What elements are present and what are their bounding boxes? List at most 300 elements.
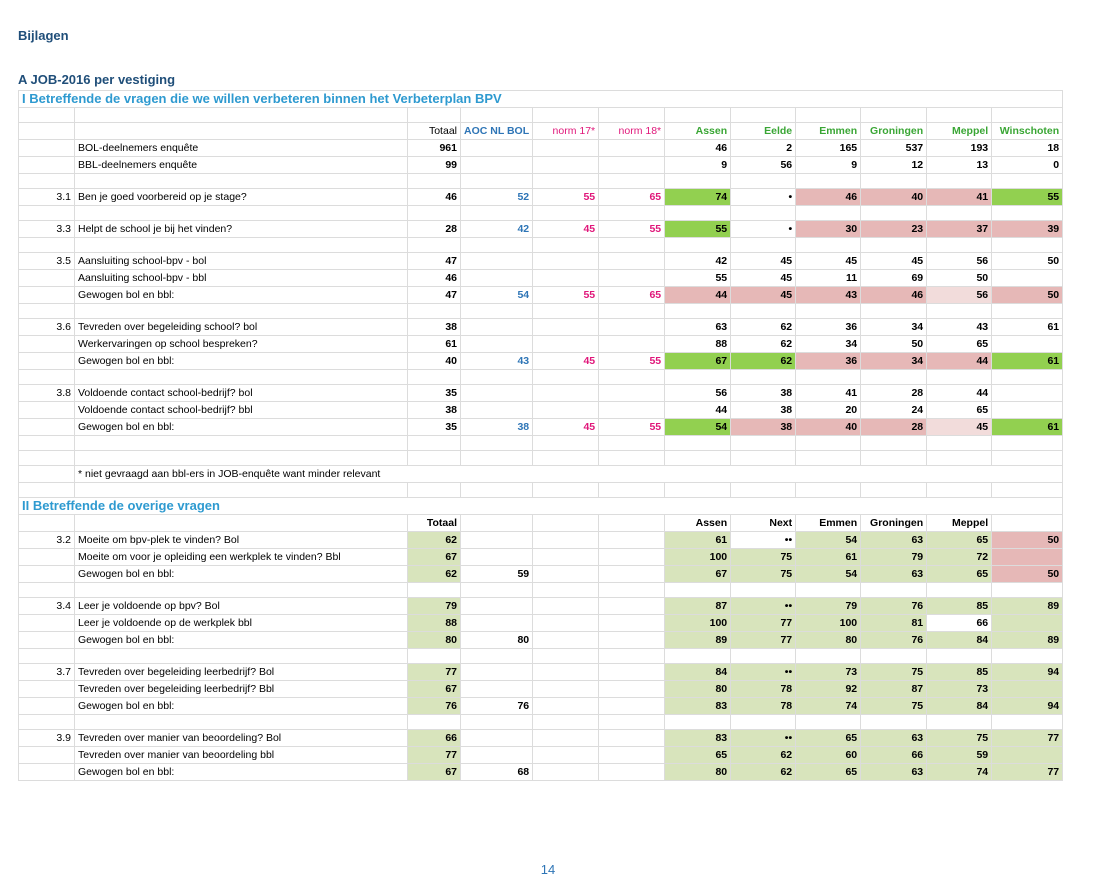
table-row [19,681,1063,698]
value-cell [533,698,599,715]
value-cell [599,157,665,174]
value-cell: 55 [533,189,599,206]
table-row [19,140,1063,157]
value-cell: •• [731,730,796,747]
value-cell: 78 [731,698,796,715]
value-cell: 37 [927,221,992,238]
value-cell: 67 [408,549,461,566]
row-label: Voldoende contact school-bedrijf? bol [75,385,408,402]
value-cell: 9 [796,157,861,174]
value-cell: 66 [927,615,992,632]
value-cell: 55 [665,270,731,287]
row-label: Gewogen bol en bbl: [75,566,408,583]
row-index: 3.5 [19,253,75,270]
table-row [19,615,1063,632]
table-row [19,549,1063,566]
value-cell: 63 [861,730,927,747]
value-cell: 43 [461,353,533,370]
row-label: Aansluiting school-bpv - bol [75,253,408,270]
value-cell [461,730,533,747]
value-cell: •• [731,664,796,681]
value-cell: 66 [861,747,927,764]
table-row [19,157,1063,174]
value-cell [533,532,599,549]
value-cell [461,385,533,402]
value-cell: 84 [927,698,992,715]
col-header: Emmen [796,123,861,140]
value-cell [992,385,1063,402]
value-cell [533,319,599,336]
value-cell: 84 [927,632,992,649]
value-cell: 77 [731,615,796,632]
value-cell [599,615,665,632]
row-label: BBL-deelnemers enquête [75,157,408,174]
value-cell: 38 [408,402,461,419]
value-cell: 56 [927,253,992,270]
value-cell: 89 [665,632,731,649]
value-cell: 67 [408,681,461,698]
value-cell [992,747,1063,764]
value-cell: 80 [796,632,861,649]
value-cell: 77 [992,730,1063,747]
value-cell [992,402,1063,419]
value-cell: 38 [408,319,461,336]
value-cell: 56 [927,287,992,304]
value-cell [533,681,599,698]
value-cell: 50 [992,566,1063,583]
value-cell: 80 [665,764,731,781]
row-label: Tevreden over manier van beoordeling bbl [75,747,408,764]
col-header: Meppel [927,515,992,532]
value-cell [599,270,665,287]
value-cell: 67 [408,764,461,781]
value-cell: 55 [599,353,665,370]
value-cell [461,402,533,419]
table-row [19,419,1063,436]
value-cell: 75 [927,730,992,747]
table-row [19,566,1063,583]
value-cell: 35 [408,385,461,402]
footnote: * niet gevraagd aan bbl-ers in JOB-enquête want minder relevant [75,466,1063,483]
value-cell: 85 [927,598,992,615]
value-cell: 44 [927,353,992,370]
row-label: Ben je goed voorbereid op je stage? [75,189,408,206]
value-cell: 62 [731,764,796,781]
value-cell: 43 [796,287,861,304]
table-row [19,319,1063,336]
value-cell: 87 [861,681,927,698]
value-cell: 63 [861,764,927,781]
value-cell: 99 [408,157,461,174]
value-cell: 65 [927,566,992,583]
value-cell: •• [731,598,796,615]
value-cell: 46 [408,189,461,206]
table-row [19,385,1063,402]
value-cell: 537 [861,140,927,157]
row-label: Werkervaringen op school bespreken? [75,336,408,353]
value-cell: 55 [599,221,665,238]
value-cell: 23 [861,221,927,238]
row-index [19,270,75,287]
value-cell: 38 [731,402,796,419]
row-index: 3.9 [19,730,75,747]
row-label: Gewogen bol en bbl: [75,353,408,370]
value-cell: 84 [665,664,731,681]
value-cell: 52 [461,189,533,206]
value-cell [533,730,599,747]
section1-title: I Betreffende de vragen die we willen verbeteren binnen het Verbeterplan BPV [19,91,1063,108]
page-subheading: A JOB-2016 per vestiging [18,72,176,87]
value-cell: 46 [796,189,861,206]
value-cell: 43 [927,319,992,336]
value-cell: 62 [731,319,796,336]
row-label: Moeite om voor je opleiding een werkplek te vinden? Bbl [75,549,408,566]
value-cell: 961 [408,140,461,157]
value-cell: 28 [861,419,927,436]
col-header: Totaal [408,515,461,532]
row-index: 3.3 [19,221,75,238]
value-cell: 50 [992,287,1063,304]
value-cell: 87 [665,598,731,615]
value-cell: 65 [927,402,992,419]
col-header: Next [731,515,796,532]
value-cell: 46 [665,140,731,157]
row-index [19,287,75,304]
value-cell: 38 [461,419,533,436]
row-label: Moeite om bpv-plek te vinden? Bol [75,532,408,549]
value-cell: 61 [992,353,1063,370]
value-cell: 45 [927,419,992,436]
row-index [19,140,75,157]
value-cell: 61 [992,419,1063,436]
value-cell [599,730,665,747]
col-header: AOC NL BOL [461,123,533,140]
row-index [19,764,75,781]
value-cell: 28 [408,221,461,238]
row-label: Gewogen bol en bbl: [75,698,408,715]
value-cell: 45 [796,253,861,270]
table-row [19,221,1063,238]
value-cell: 67 [665,566,731,583]
value-cell: 73 [796,664,861,681]
value-cell: 76 [861,598,927,615]
value-cell: 65 [796,730,861,747]
table-row [19,270,1063,287]
value-cell: 75 [731,549,796,566]
value-cell: 72 [927,549,992,566]
row-index: 3.6 [19,319,75,336]
value-cell: 75 [861,664,927,681]
value-cell [461,681,533,698]
value-cell [533,140,599,157]
row-index [19,336,75,353]
row-index: 3.2 [19,532,75,549]
value-cell: 78 [731,681,796,698]
value-cell: 63 [861,532,927,549]
value-cell: 12 [861,157,927,174]
value-cell: 0 [992,157,1063,174]
value-cell: 65 [665,747,731,764]
table-row [19,764,1063,781]
value-cell: 193 [927,140,992,157]
col-header: Assen [665,123,731,140]
value-cell: 100 [665,549,731,566]
value-cell: 24 [861,402,927,419]
value-cell: 41 [927,189,992,206]
value-cell: 68 [461,764,533,781]
value-cell [599,664,665,681]
value-cell: 36 [796,353,861,370]
value-cell: 88 [408,615,461,632]
value-cell: 46 [861,287,927,304]
table-row [19,336,1063,353]
value-cell: 65 [927,336,992,353]
value-cell: 50 [861,336,927,353]
value-cell: 67 [665,353,731,370]
value-cell: 79 [861,549,927,566]
value-cell: 34 [796,336,861,353]
value-cell [461,615,533,632]
value-cell: 62 [408,532,461,549]
data-table [18,90,1063,781]
value-cell [461,336,533,353]
table-row [19,189,1063,206]
value-cell: 55 [599,419,665,436]
value-cell [533,598,599,615]
value-cell: 74 [665,189,731,206]
value-cell: 92 [796,681,861,698]
value-cell: 38 [731,385,796,402]
table-row [19,287,1063,304]
row-label: BOL-deelnemers enquête [75,140,408,157]
value-cell: 40 [796,419,861,436]
col-header: Groningen [861,515,927,532]
row-label: Tevreden over manier van beoordeling? Bol [75,730,408,747]
value-cell [599,385,665,402]
value-cell: 44 [665,402,731,419]
value-cell: 54 [665,419,731,436]
value-cell: 55 [665,221,731,238]
value-cell [461,157,533,174]
value-cell: 61 [665,532,731,549]
value-cell [992,681,1063,698]
value-cell: 40 [861,189,927,206]
value-cell: 94 [992,664,1063,681]
value-cell [599,549,665,566]
value-cell: 45 [533,353,599,370]
value-cell: 61 [408,336,461,353]
value-cell [533,632,599,649]
value-cell: 83 [665,730,731,747]
value-cell: 54 [796,566,861,583]
value-cell [461,549,533,566]
value-cell [461,532,533,549]
row-index [19,615,75,632]
value-cell [992,549,1063,566]
value-cell: 62 [731,747,796,764]
value-cell: 65 [599,189,665,206]
value-cell: 50 [992,532,1063,549]
row-label: Aansluiting school-bpv - bbl [75,270,408,287]
value-cell [533,402,599,419]
value-cell [461,664,533,681]
row-label: Gewogen bol en bbl: [75,287,408,304]
value-cell: 59 [927,747,992,764]
value-cell: 56 [665,385,731,402]
value-cell: 74 [796,698,861,715]
page-number: 14 [540,862,556,877]
value-cell [599,532,665,549]
value-cell: 79 [408,598,461,615]
row-index [19,402,75,419]
value-cell [599,632,665,649]
row-index [19,157,75,174]
value-cell: 44 [927,385,992,402]
row-index [19,632,75,649]
section1-header-row [19,123,1063,140]
col-header: norm 17* [533,123,599,140]
row-index [19,566,75,583]
value-cell: 65 [599,287,665,304]
value-cell [461,319,533,336]
value-cell: 66 [408,730,461,747]
value-cell: 76 [861,632,927,649]
value-cell: 55 [533,287,599,304]
col-header: Winschoten [992,123,1063,140]
value-cell: 77 [992,764,1063,781]
value-cell: 34 [861,353,927,370]
value-cell: 54 [461,287,533,304]
value-cell: 40 [408,353,461,370]
value-cell: 65 [927,532,992,549]
value-cell: 165 [796,140,861,157]
value-cell: 42 [665,253,731,270]
row-index [19,419,75,436]
value-cell: 56 [731,157,796,174]
value-cell: 13 [927,157,992,174]
table-row [19,598,1063,615]
value-cell [599,566,665,583]
value-cell: 80 [461,632,533,649]
value-cell: 44 [665,287,731,304]
table-row [19,664,1063,681]
row-index: 3.1 [19,189,75,206]
value-cell: 74 [927,764,992,781]
col-header: Assen [665,515,731,532]
row-index: 3.7 [19,664,75,681]
value-cell: 65 [796,764,861,781]
value-cell: 45 [731,253,796,270]
value-cell: 20 [796,402,861,419]
table-row [19,353,1063,370]
value-cell: 28 [861,385,927,402]
value-cell [599,698,665,715]
row-index [19,549,75,566]
row-label: Leer je voldoende op de werkplek bbl [75,615,408,632]
value-cell [992,270,1063,287]
value-cell: 34 [861,319,927,336]
value-cell: 55 [992,189,1063,206]
value-cell [599,336,665,353]
value-cell: 47 [408,287,461,304]
value-cell: 89 [992,632,1063,649]
value-cell: 79 [796,598,861,615]
value-cell: 45 [731,270,796,287]
row-label: Gewogen bol en bbl: [75,764,408,781]
row-label: Gewogen bol en bbl: [75,419,408,436]
value-cell: 80 [408,632,461,649]
value-cell [533,385,599,402]
value-cell: 38 [731,419,796,436]
row-index [19,698,75,715]
value-cell: 81 [861,615,927,632]
value-cell: 83 [665,698,731,715]
value-cell: 45 [861,253,927,270]
value-cell: 47 [408,253,461,270]
value-cell [533,747,599,764]
row-label: Voldoende contact school-bedrijf? bbl [75,402,408,419]
value-cell: 45 [533,419,599,436]
table-row [19,532,1063,549]
value-cell [533,336,599,353]
value-cell [533,157,599,174]
section2-header-row [19,515,1063,532]
value-cell: 89 [992,598,1063,615]
table-row [19,730,1063,747]
value-cell: 76 [408,698,461,715]
value-cell [461,270,533,287]
value-cell: 75 [861,698,927,715]
value-cell: 60 [796,747,861,764]
value-cell [533,549,599,566]
value-cell: 77 [408,664,461,681]
value-cell: 100 [665,615,731,632]
value-cell [992,336,1063,353]
value-cell [599,319,665,336]
value-cell [533,270,599,287]
value-cell: 39 [992,221,1063,238]
value-cell: 50 [992,253,1063,270]
value-cell: 69 [861,270,927,287]
value-cell: 77 [731,632,796,649]
table-row [19,747,1063,764]
page-heading: Bijlagen [18,28,69,43]
table-row [19,253,1063,270]
value-cell: 36 [796,319,861,336]
table-row [19,632,1063,649]
row-label: Tevreden over begeleiding leerbedrijf? Bol [75,664,408,681]
value-cell: 94 [992,698,1063,715]
table-row [19,402,1063,419]
value-cell [533,615,599,632]
value-cell: • [731,221,796,238]
value-cell: 41 [796,385,861,402]
row-index [19,681,75,698]
value-cell: 63 [665,319,731,336]
value-cell [533,764,599,781]
value-cell: 11 [796,270,861,287]
value-cell [461,747,533,764]
value-cell: 30 [796,221,861,238]
value-cell: 85 [927,664,992,681]
value-cell: 45 [533,221,599,238]
value-cell [533,664,599,681]
col-header: norm 18* [599,123,665,140]
value-cell: 50 [927,270,992,287]
col-header: Emmen [796,515,861,532]
value-cell: 63 [861,566,927,583]
value-cell [599,598,665,615]
